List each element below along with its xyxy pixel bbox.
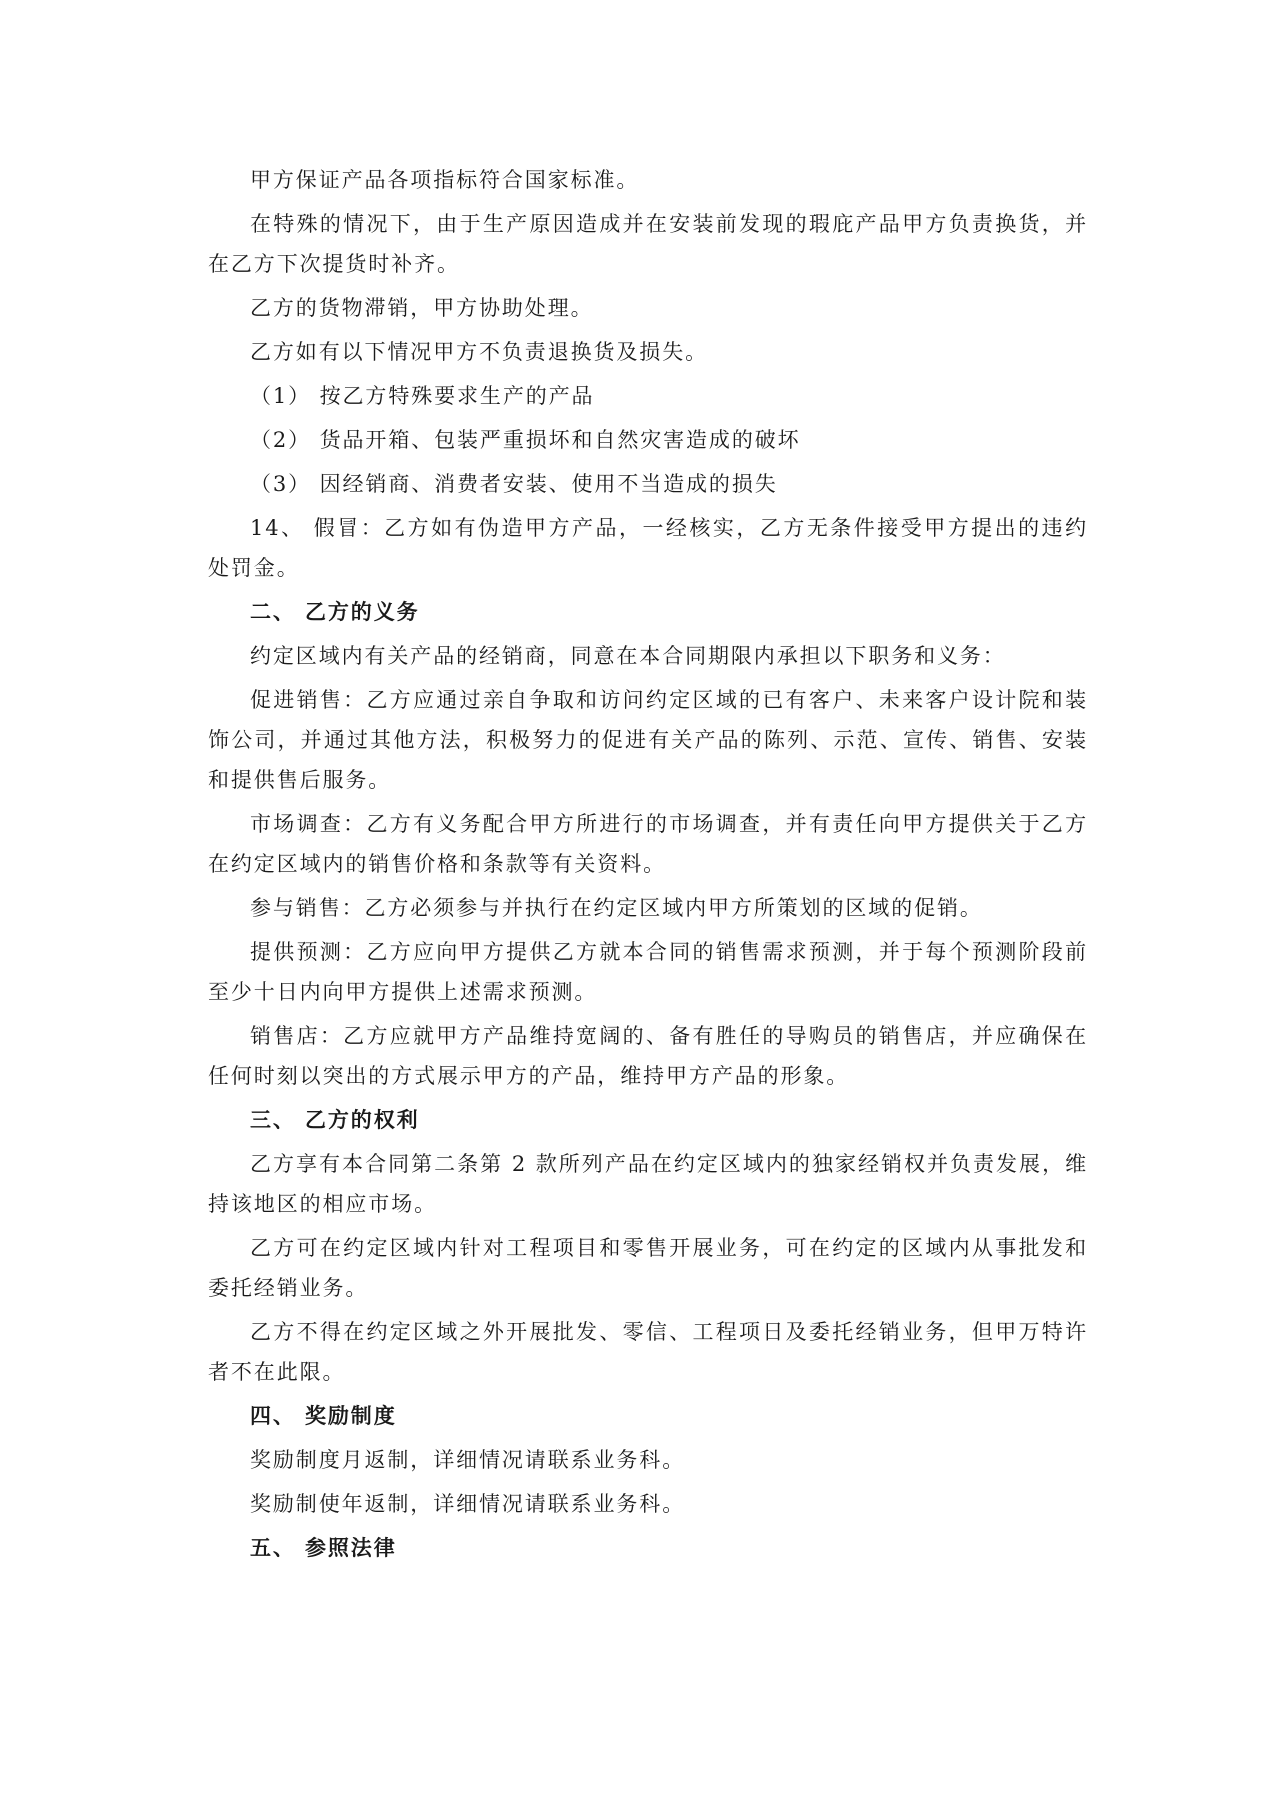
section-heading: 二、 乙方的义务 [250, 599, 420, 624]
paragraph: 约定区域内有关产品的经销商，同意在本合同期限内承担以下职务和义务： [250, 644, 1006, 668]
paragraph: 乙方不得在约定区域之外开展批发、零信、工程项日及委托经销业务，但甲万特许者不在此限。 [208, 1320, 1088, 1384]
paragraph: 乙方可在约定区域内针对工程项目和零售开展业务，可在约定的区域内从事批发和委托经销业务。 [208, 1236, 1088, 1300]
paragraph: 促进销售：乙方应通过亲自争取和访问约定区域的已有客户、未来客户设计院和装饰公司，并通过其他方法，积极努力的促进有关产品的陈列、示范、宣传、销售、安装和提供售后服务。 [208, 688, 1088, 792]
paragraph: 甲方保证产品各项指标符合国家标准。 [250, 168, 640, 192]
paragraph: 乙方的货物滞销，甲方协助处理。 [250, 296, 594, 320]
paragraph: 销售店：乙方应就甲方产品维持宽阔的、备有胜任的导购员的销售店，并应确保在任何时刻以突出的方式展示甲方的产品，维持甲方产品的形象。 [208, 1024, 1088, 1088]
paragraph: 提供预测：乙方应向甲方提供乙方就本合同的销售需求预测，并于每个预测阶段前至少十日内向甲方提供上述需求预测。 [208, 940, 1088, 1004]
section-heading: 四、 奖励制度 [250, 1403, 397, 1428]
paragraph: 市场调查：乙方有义务配合甲方所进行的市场调查，并有责任向甲方提供关于乙方在约定区域内的销售价格和条款等有关资料。 [208, 812, 1088, 876]
paragraph: 乙方享有本合同第二条第 2 款所列产品在约定区域内的独家经销权并负责发展，维持该地区的相应市场。 [208, 1152, 1088, 1216]
paragraph: 奖励制度月返制，详细情况请联系业务科。 [250, 1448, 686, 1472]
section-heading: 五、 参照法律 [250, 1535, 397, 1560]
paragraph: 参与销售：乙方必须参与并执行在约定区域内甲方所策划的区域的促销。 [250, 896, 983, 920]
list-item: （1） 按乙方特殊要求生产的产品 [250, 384, 595, 408]
list-item: （3） 因经销商、消费者安装、使用不当造成的损失 [250, 472, 778, 496]
paragraph: 14、 假冒：乙方如有伪造甲方产品，一经核实，乙方无条件接受甲方提出的违约处罚金。 [208, 516, 1088, 580]
section-heading: 三、 乙方的权利 [250, 1107, 420, 1132]
document-body [208, 160, 1088, 1572]
list-item: （2） 货品开箱、包装严重损坏和自然灾害造成的破坏 [250, 428, 801, 452]
paragraph: 奖励制使年返制，详细情况请联系业务科。 [250, 1492, 686, 1516]
paragraph: 在特殊的情况下，由于生产原因造成并在安装前发现的瑕庇产品甲方负责换货，并在乙方下次提货时补齐。 [208, 212, 1088, 276]
paragraph: 乙方如有以下情况甲方不负责退换货及损失。 [250, 340, 708, 364]
